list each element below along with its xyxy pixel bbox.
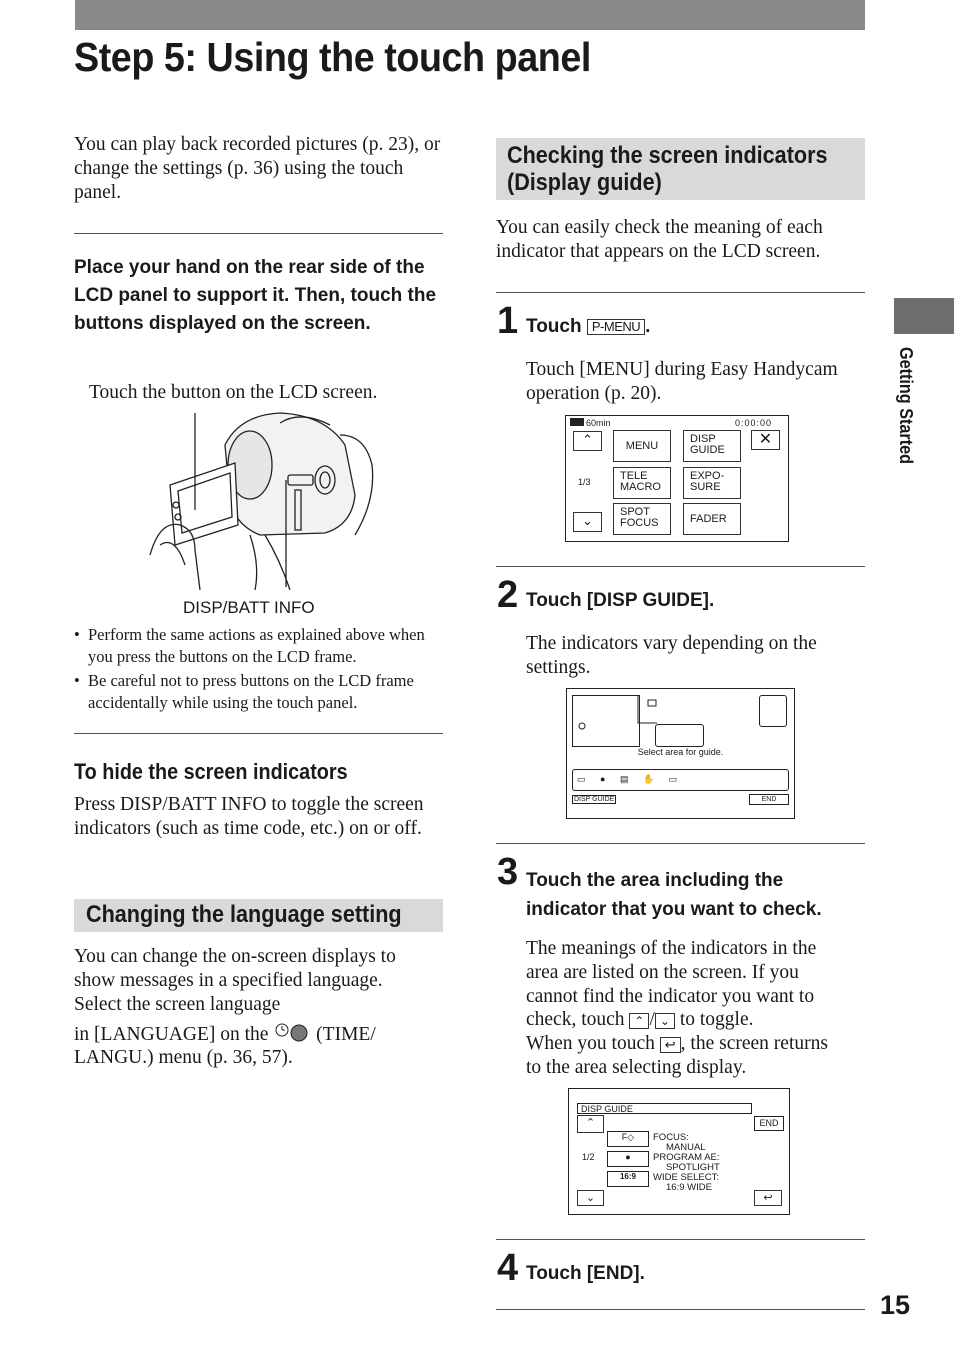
step-number: 2 <box>497 574 519 616</box>
time-langu-icon <box>273 1022 311 1042</box>
area-bottom[interactable] <box>572 769 789 791</box>
list-item: • Be careful not to press buttons on the LCD frame accidentally while using the touch panel. <box>74 671 414 712</box>
step-title: Touch [END]. <box>526 1263 645 1284</box>
return-button[interactable]: ↩ <box>754 1190 782 1206</box>
page-number: 15 <box>880 1290 911 1320</box>
language-text: You can change the on-screen displays to show messages in a specified language. Select the screen language <box>74 946 396 1015</box>
instruction-text: Place your hand on the rear side of the LCD panel to support it. Then, touch the buttons displayed on the screen. <box>74 257 437 334</box>
divider <box>496 292 865 293</box>
side-tab-label: Getting Started <box>896 347 916 465</box>
wide-icon: 16:9 <box>607 1171 649 1187</box>
indicator-icons: ▭ ● ▤ ✋ ▭ <box>577 774 684 784</box>
display-guide-intro: You can easily check the meaning of each indicator that appears on the LCD screen. <box>496 217 823 262</box>
touch-caption: Touch the button on the LCD screen. <box>89 382 378 403</box>
spot-focus-button[interactable]: SPOT FOCUS <box>613 503 671 535</box>
step-title: Touch [DISP GUIDE]. <box>526 590 715 611</box>
area-outline <box>572 695 662 747</box>
step-text: Touch [MENU] during Easy Handycam operation (p. 20). <box>526 359 838 404</box>
display-guide-heading <box>507 142 827 196</box>
step-text: The indicators vary depending on the settings. <box>526 633 817 678</box>
step-title-text: Touch <box>526 316 582 337</box>
step-text: The meanings of the indicators in the area are listed on the screen. If you cannot find the indicator you want to <box>526 938 817 1007</box>
timecode: 0:00:00 <box>735 418 773 428</box>
guide-lines <box>653 1133 720 1193</box>
camcorder-illustration <box>140 405 390 590</box>
p-menu-icon: P-MENU <box>587 319 645 335</box>
step-number: 3 <box>497 851 519 893</box>
battery-text: 60min <box>586 418 611 428</box>
area-top-right[interactable] <box>759 695 787 727</box>
scroll-down-icon: ⌄ <box>655 1013 675 1029</box>
area-center[interactable] <box>655 724 704 747</box>
scroll-up-icon: ⌃ <box>629 1013 649 1029</box>
select-area-text: Select area for guide. <box>637 747 724 757</box>
header-bar <box>75 0 865 30</box>
guide-line: FOCUS: <box>653 1132 689 1143</box>
step-number: 1 <box>497 300 519 342</box>
step-text-line: to the area selecting display. <box>526 1057 747 1078</box>
hide-indicators-text: Press DISP/BATT INFO to toggle the screen indicators (such as time code, etc.) on or off. <box>74 794 424 839</box>
disp-guide-label: DISP GUIDE <box>574 796 615 803</box>
lcd-screen-guide-list <box>568 1088 790 1215</box>
divider <box>496 1309 865 1310</box>
heading-line: (Display guide) <box>507 169 662 196</box>
divider <box>496 566 865 567</box>
bullet-text: Perform the same actions as explained above when you press the buttons on the LCD frame. <box>88 625 425 666</box>
divider <box>74 233 443 234</box>
heading-line: Checking the screen indicators <box>507 142 828 169</box>
spotlight-icon: ● <box>607 1151 649 1167</box>
page-indicator: 1/3 <box>578 477 591 487</box>
guide-title-bar: DISP GUIDE <box>577 1103 752 1114</box>
lcd-screen-disp-guide <box>566 688 795 819</box>
step-text-part: to toggle. <box>679 1009 754 1030</box>
language-text-line <box>74 1022 376 1047</box>
intro-text: You can play back recorded pictures (p. 23), or change the settings (p. 36) using the touch panel. <box>74 134 441 203</box>
guide-line: WIDE SELECT: <box>653 1172 719 1183</box>
list-item: • Perform the same actions as explained above when you press the buttons on the LCD frame. <box>74 625 425 666</box>
close-button[interactable]: ✕ <box>751 430 780 450</box>
area-top-left-region <box>572 695 654 745</box>
language-text-part: in [LANGUAGE] on the <box>74 1024 269 1045</box>
lcd-screen-menu <box>565 415 789 542</box>
page-title: Step 5: Using the touch panel <box>74 34 591 80</box>
guide-line: MANUAL <box>666 1142 706 1153</box>
bullet-list <box>74 624 444 714</box>
language-text-line: LANGU.) menu (p. 36, 57). <box>74 1047 293 1068</box>
side-tab-marker <box>894 298 954 334</box>
step-text-part: , the screen returns <box>680 1033 828 1054</box>
language-heading: Changing the language setting <box>86 901 402 928</box>
scroll-up-button[interactable]: ⌃ <box>573 431 602 451</box>
divider <box>496 1239 865 1240</box>
scroll-up-button[interactable]: ⌃ <box>577 1115 604 1133</box>
fader-button[interactable]: FADER <box>683 503 741 535</box>
step-text-part: When you touch <box>526 1033 655 1054</box>
scroll-down-button[interactable]: ⌄ <box>577 1190 604 1206</box>
disp-batt-info-label: DISP/BATT INFO <box>183 598 315 617</box>
exposure-button[interactable]: EXPO- SURE <box>683 467 741 499</box>
page-indicator: 1/2 <box>582 1152 595 1162</box>
tele-macro-button[interactable]: TELE MACRO <box>613 467 671 499</box>
step-text-line <box>526 1032 828 1056</box>
focus-icon: F◇ <box>607 1131 649 1147</box>
bullet-text: Be careful not to press buttons on the LCD frame accidentally while using the touch panel. <box>88 671 414 712</box>
disp-guide-button[interactable]: DISP GUIDE <box>683 430 741 462</box>
scroll-down-button[interactable]: ⌄ <box>573 512 602 532</box>
language-text-part: (TIME/ <box>316 1024 376 1045</box>
divider <box>74 733 443 734</box>
step-title: Touch P-MENU . <box>526 316 651 337</box>
step-text-part: check, touch <box>526 1009 625 1030</box>
guide-line: SPOTLIGHT <box>666 1162 720 1173</box>
step-number: 4 <box>497 1247 519 1289</box>
end-button[interactable]: END <box>749 794 789 805</box>
guide-line: PROGRAM AE: <box>653 1152 720 1163</box>
return-icon: ↩ <box>660 1037 681 1053</box>
battery-indicator <box>570 418 611 428</box>
step-text-line: check, touch ⌃ / ⌄ to toggle. <box>526 1009 754 1030</box>
guide-line: 16:9 WIDE <box>666 1182 712 1193</box>
hide-indicators-heading: To hide the screen indicators <box>74 759 348 784</box>
end-button[interactable]: END <box>754 1116 784 1131</box>
divider <box>496 843 865 844</box>
menu-button[interactable]: MENU <box>613 430 671 462</box>
step-title: Touch the area including the indicator that you want to check. <box>526 870 822 920</box>
